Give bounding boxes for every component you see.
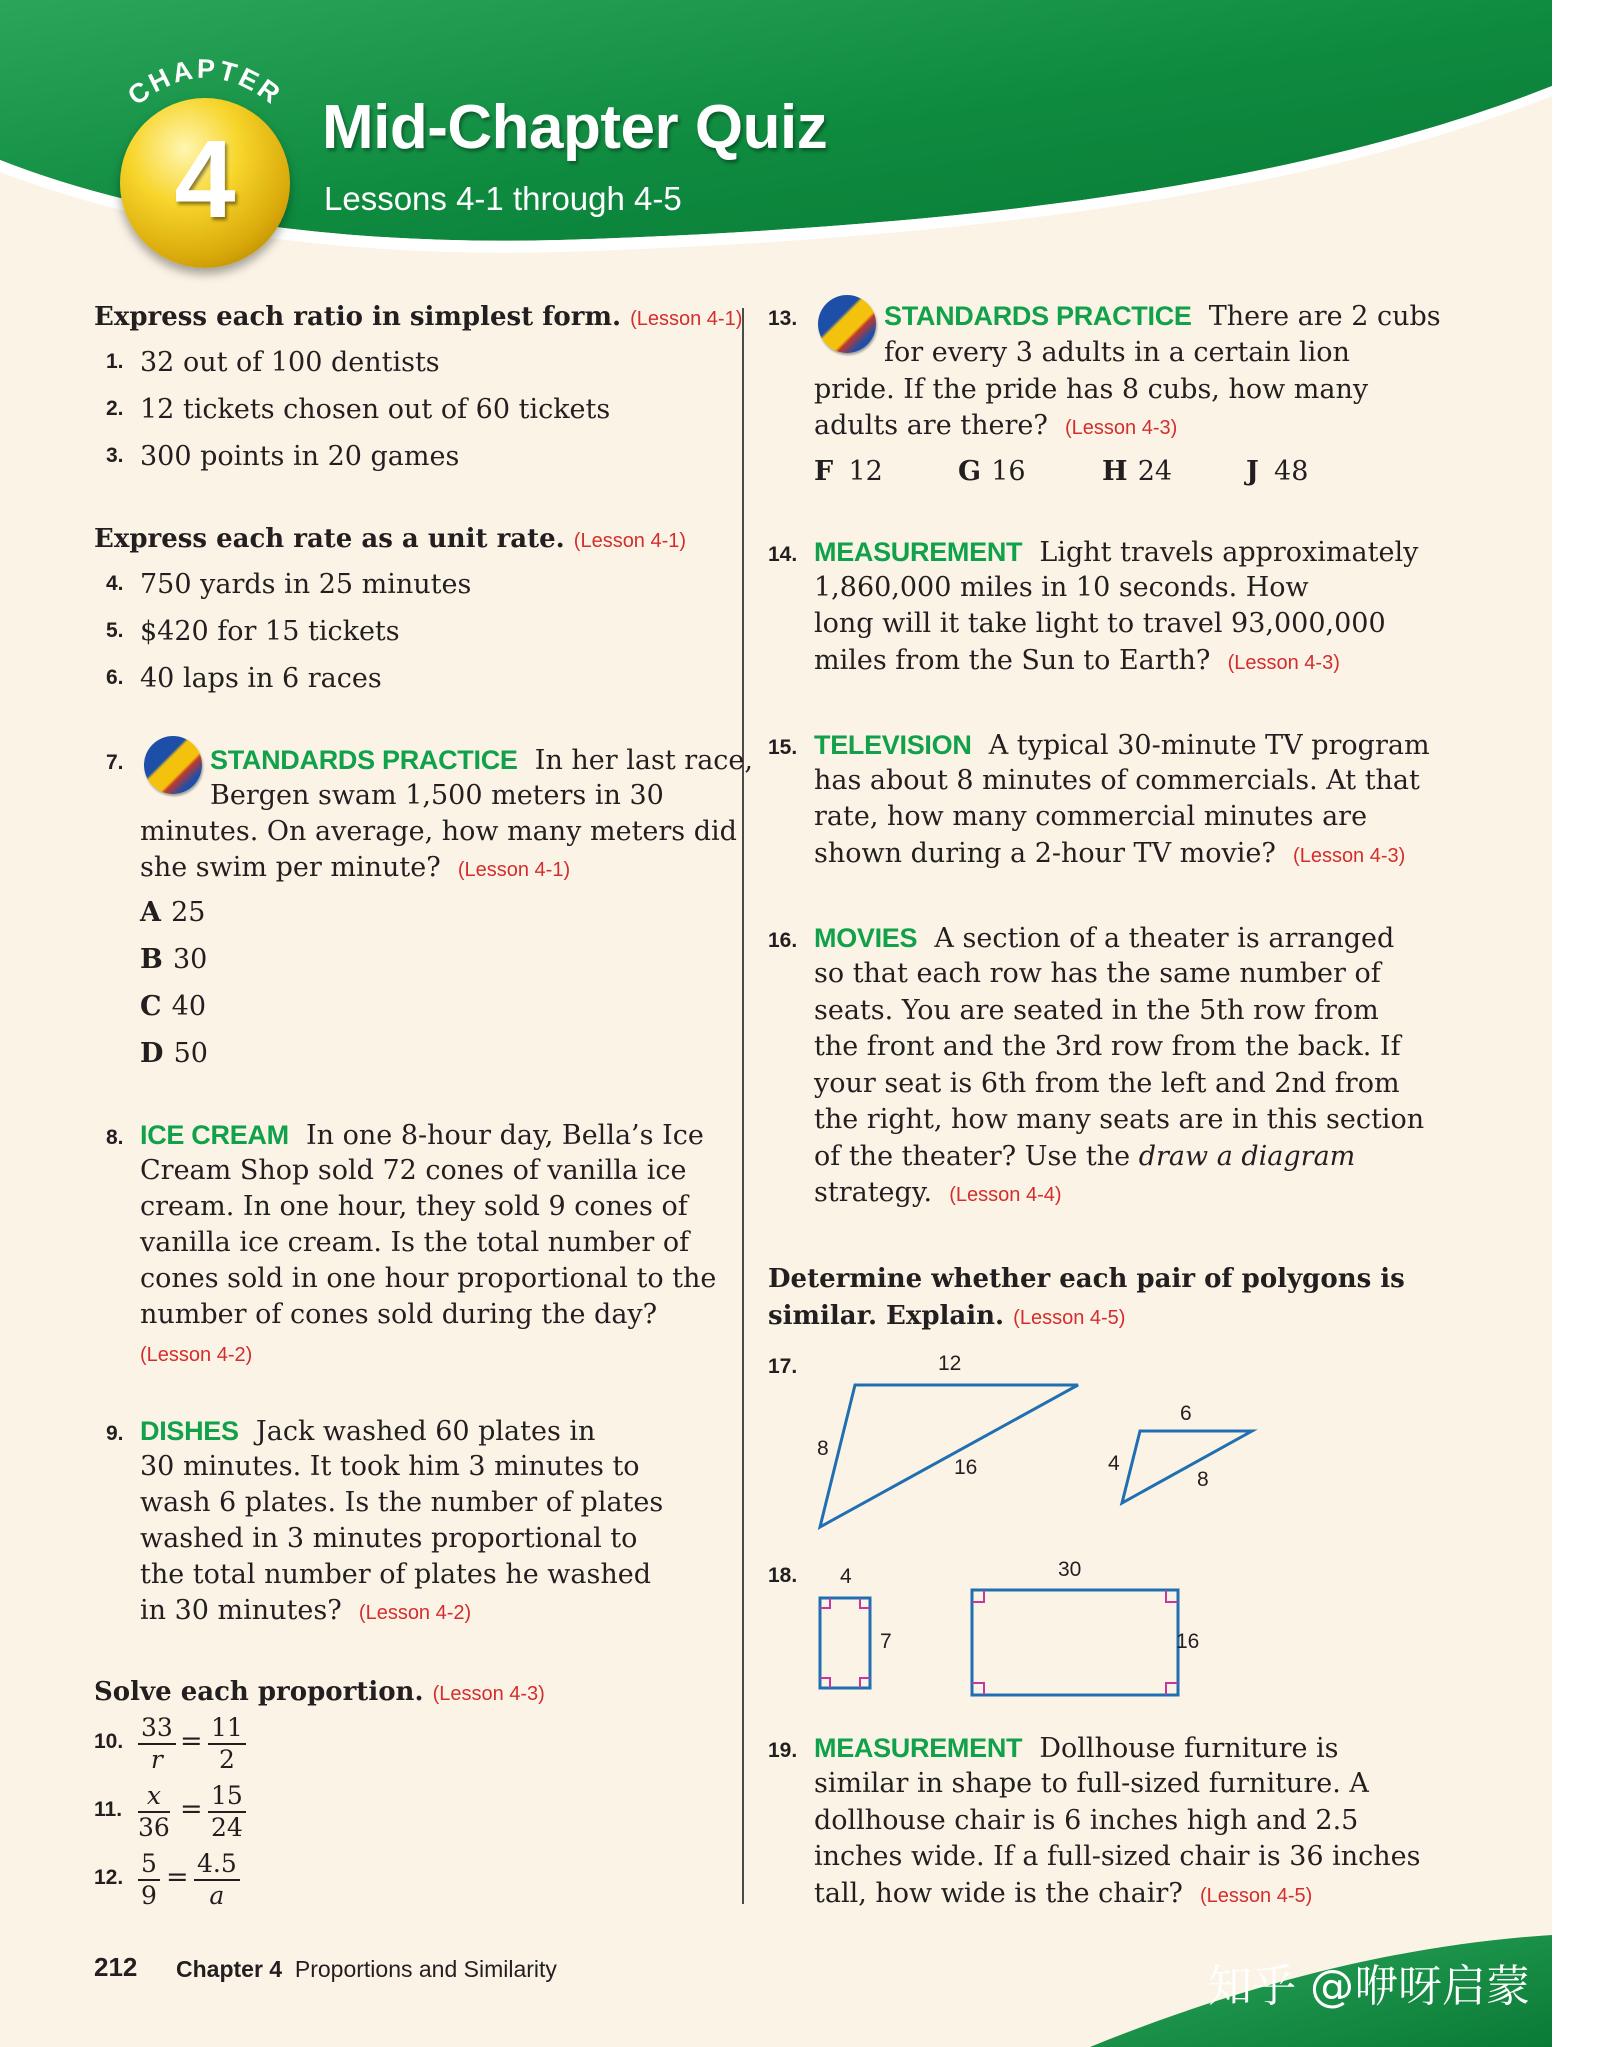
question-16-line-3: seats. You are seated in the 5th row from xyxy=(814,995,1379,1026)
section-heading-ratios xyxy=(94,302,742,332)
page-edge xyxy=(1552,0,1598,2047)
question-19-line-2: similar in shape to full-sized furniture. A xyxy=(814,1768,1369,1799)
right-angle-marks xyxy=(972,1590,1178,1695)
page-title: Mid-Chapter Quiz xyxy=(322,93,828,162)
question-19-line-4: inches wide. If a full-sized chair is 36 inches xyxy=(814,1841,1421,1872)
dimension-label: 12 xyxy=(938,1352,962,1375)
lesson-ref: (Lesson 4-2) xyxy=(140,1344,253,1366)
section-heading-proportions xyxy=(94,1677,545,1707)
lesson-ref: (Lesson 4-3) xyxy=(432,1683,545,1705)
question-8-line-3: cream. In one hour, they sold 9 cones of xyxy=(140,1191,688,1222)
dimension-label: 8 xyxy=(817,1437,829,1460)
question-number: 14. xyxy=(768,543,798,566)
lesson-ref: (Lesson 4-1) xyxy=(457,859,571,881)
answer-option-j[interactable]: J 48 xyxy=(1246,456,1309,487)
page-number: 212 xyxy=(94,1952,138,1982)
list-item: 4. xyxy=(106,572,124,595)
question-keyword: MOVIES xyxy=(814,923,918,953)
question-8-line-4: vanilla ice cream. Is the total number of xyxy=(140,1227,690,1258)
question-9-line-6: in 30 minutes? (Lesson 4-2) xyxy=(140,1595,472,1626)
question-15-line-1: TELEVISION A typical 30-minute TV program xyxy=(814,730,1430,761)
fraction-right: $\frac{11}{2}$ xyxy=(208,1713,246,1775)
list-item: 2. xyxy=(106,397,124,420)
list-item: 5. xyxy=(106,619,124,642)
equals-sign: = xyxy=(180,1794,203,1825)
question-9-line-4: washed in 3 minutes proportional to xyxy=(140,1523,638,1554)
question-keyword: DISHES xyxy=(140,1416,239,1446)
question-7-line-2: Bergen swam 1,500 meters in 30 xyxy=(210,780,664,811)
question-15-line-2: has about 8 minutes of commercials. At that xyxy=(814,765,1420,796)
list-item-text: 32 out of 100 dentists xyxy=(140,347,440,378)
dimension-label: 4 xyxy=(840,1565,852,1588)
dimension-label: 30 xyxy=(1058,1558,1082,1581)
column-divider xyxy=(742,308,744,1904)
question-number: 10. xyxy=(94,1730,124,1753)
question-number: 12. xyxy=(94,1866,124,1889)
lesson-ref: (Lesson 4-4) xyxy=(949,1184,1062,1206)
question-keyword: ICE CREAM xyxy=(140,1120,289,1150)
question-8-line-2: Cream Shop sold 72 cones of vanilla ice xyxy=(140,1155,687,1186)
question-keyword: MEASUREMENT xyxy=(814,1733,1023,1763)
large-triangle xyxy=(820,1385,1078,1527)
similar-rectangles-figure xyxy=(810,1580,1190,1700)
question-19-line-3: dollhouse chair is 6 inches high and 2.5 xyxy=(814,1805,1359,1836)
question-number: 9. xyxy=(106,1422,124,1445)
question-9-line-5: the total number of plates he washed xyxy=(140,1559,651,1590)
answer-option-f[interactable]: F 12 xyxy=(814,456,883,487)
question-14-line-2: 1,860,000 miles in 10 seconds. How xyxy=(814,572,1309,603)
question-7-line-3: minutes. On average, how many meters did xyxy=(140,816,737,847)
list-item-text: 300 points in 20 games xyxy=(140,441,460,472)
question-number: 16. xyxy=(768,929,798,952)
answer-option-c[interactable]: C 40 xyxy=(140,991,207,1022)
section-heading-polygons: Determine whether each pair of polygons is xyxy=(768,1264,1405,1294)
lesson-ref: (Lesson 4-2) xyxy=(358,1602,472,1624)
dimension-label: 6 xyxy=(1180,1402,1192,1425)
similar-triangles-figure xyxy=(800,1370,1270,1540)
dimension-label: 4 xyxy=(1108,1452,1120,1475)
equals-sign: = xyxy=(180,1726,203,1757)
question-number: 7. xyxy=(106,751,124,774)
question-8-line-5: cones sold in one hour proportional to the xyxy=(140,1263,717,1294)
lesson-ref: (Lesson 4-1) xyxy=(630,308,743,330)
question-keyword: MEASUREMENT xyxy=(814,537,1023,567)
list-item: 3. xyxy=(106,444,124,467)
question-number: 19. xyxy=(768,1739,798,1762)
lesson-ref: (Lesson 4-5) xyxy=(1199,1885,1313,1907)
lesson-ref: (Lesson 4-3) xyxy=(1065,417,1178,439)
section-heading-text: Solve each proportion. xyxy=(94,1677,424,1707)
section-heading-unit-rate xyxy=(94,524,686,554)
question-19-line-1: MEASUREMENT Dollhouse furniture is xyxy=(814,1733,1339,1764)
question-number: 17. xyxy=(768,1355,798,1378)
question-16-line-1: MOVIES A section of a theater is arranged xyxy=(814,923,1395,954)
small-triangle xyxy=(1122,1431,1252,1503)
section-heading-text: Express each rate as a unit rate. xyxy=(94,524,565,554)
question-9-line-1: DISHES Jack washed 60 plates in xyxy=(140,1416,596,1447)
chapter-number: 4 xyxy=(174,118,236,241)
small-rectangle xyxy=(820,1598,870,1688)
list-item-text: 750 yards in 25 minutes xyxy=(140,569,472,600)
question-keyword: STANDARDS PRACTICE xyxy=(884,301,1192,331)
question-19-line-5: tall, how wide is the chair? (Lesson 4-5) xyxy=(814,1878,1313,1909)
question-16-line-4: the front and the 3rd row from the back. If xyxy=(814,1031,1401,1062)
dimension-label: 16 xyxy=(954,1456,978,1479)
question-9-line-3: wash 6 plates. Is the number of plates xyxy=(140,1487,664,1518)
question-14-line-1: MEASUREMENT Light travels approximately xyxy=(814,537,1419,568)
page-subtitle: Lessons 4-1 through 4-5 xyxy=(324,180,682,217)
question-number: 8. xyxy=(106,1126,124,1149)
question-8-line-1: ICE CREAM In one 8-hour day, Bella’s Ice xyxy=(140,1120,704,1151)
fraction-left: $\frac{5}{9}$ xyxy=(138,1849,160,1911)
answer-option-d[interactable]: D 50 xyxy=(140,1038,208,1069)
right-angle-marks xyxy=(820,1598,870,1688)
fraction-left: $\frac{x}{36}$ xyxy=(138,1781,170,1842)
equals-sign: = xyxy=(166,1862,189,1893)
question-13-line-3: pride. If the pride has 8 cubs, how many xyxy=(814,374,1369,405)
fraction-right: $\frac{4.5}{a}$ xyxy=(194,1849,240,1911)
question-number: 15. xyxy=(768,736,798,759)
chapter-badge xyxy=(120,98,290,268)
chapter-word-text: CHAPTER xyxy=(122,53,288,111)
question-keyword: TELEVISION xyxy=(814,730,972,760)
question-8-line-6: number of cones sold during the day? xyxy=(140,1299,658,1330)
question-16-line-5: your seat is 6th from the left and 2nd from xyxy=(814,1068,1400,1099)
section-heading-text: Express each ratio in simplest form. xyxy=(94,302,622,332)
dimension-label: 7 xyxy=(880,1630,892,1653)
question-16-line-6: the right, how many seats are in this section xyxy=(814,1104,1425,1135)
list-item-text: $420 for 15 tickets xyxy=(140,616,400,647)
section-heading-polygons-line-2: similar. Explain. (Lesson 4-5) xyxy=(768,1301,1126,1331)
dimension-label: 8 xyxy=(1197,1468,1209,1491)
question-13-line-2: for every 3 adults in a certain lion xyxy=(884,337,1350,368)
question-9-line-2: 30 minutes. It took him 3 minutes to xyxy=(140,1451,640,1482)
list-item-text: 12 tickets chosen out of 60 tickets xyxy=(140,394,611,425)
question-13-line-4: adults are there? (Lesson 4-3) xyxy=(814,410,1178,441)
footer-chapter: Chapter 4 Proportions and Similarity xyxy=(176,1956,557,1982)
lesson-ref: (Lesson 4-3) xyxy=(1227,652,1340,674)
large-rectangle xyxy=(972,1590,1178,1695)
list-item: 6. xyxy=(106,666,124,689)
list-item-text: 40 laps in 6 races xyxy=(140,663,382,694)
watermark: 知乎 @咿呀启蒙 xyxy=(1208,1961,1530,2012)
standards-practice-icon xyxy=(144,736,202,794)
lesson-ref: (Lesson 4-1) xyxy=(573,530,687,552)
question-number: 13. xyxy=(768,307,798,330)
standards-practice-icon xyxy=(818,295,876,353)
answer-option-h[interactable]: H 24 xyxy=(1102,456,1173,487)
question-number: 11. xyxy=(94,1798,123,1821)
question-7-line-1: STANDARDS PRACTICE In her last race, xyxy=(210,745,753,776)
question-14-line-4: miles from the Sun to Earth? (Lesson 4-3) xyxy=(814,645,1340,676)
lesson-ref: (Lesson 4-5) xyxy=(1013,1307,1126,1329)
question-14-line-3: long will it take light to travel 93,000,000 xyxy=(814,608,1386,639)
lesson-ref: (Lesson 4-3) xyxy=(1293,845,1406,867)
question-15-line-3: rate, how many commercial minutes are xyxy=(814,801,1368,832)
question-16-line-8: strategy. (Lesson 4-4) xyxy=(814,1177,1062,1208)
fraction-right: $\frac{15}{24}$ xyxy=(208,1781,246,1843)
dimension-label: 16 xyxy=(1176,1630,1200,1653)
question-13-line-1: STANDARDS PRACTICE There are 2 cubs xyxy=(884,301,1441,332)
question-7-line-4: she swim per minute? (Lesson 4-1) xyxy=(140,852,571,883)
answer-option-b[interactable]: B 30 xyxy=(140,944,208,975)
answer-option-a[interactable]: A 25 xyxy=(140,897,206,928)
answer-option-g[interactable]: G 16 xyxy=(958,456,1026,487)
question-16-line-2: so that each row has the same number of xyxy=(814,958,1381,989)
question-15-line-4: shown during a 2-hour TV movie? (Lesson 4-3) xyxy=(814,838,1406,869)
question-16-line-7: of the theater? Use the draw a diagram xyxy=(814,1141,1356,1172)
question-number: 18. xyxy=(768,1564,798,1587)
list-item: 1. xyxy=(106,350,124,373)
question-keyword: STANDARDS PRACTICE xyxy=(210,745,518,775)
fraction-left: $\frac{33}{r}$ xyxy=(138,1713,176,1775)
